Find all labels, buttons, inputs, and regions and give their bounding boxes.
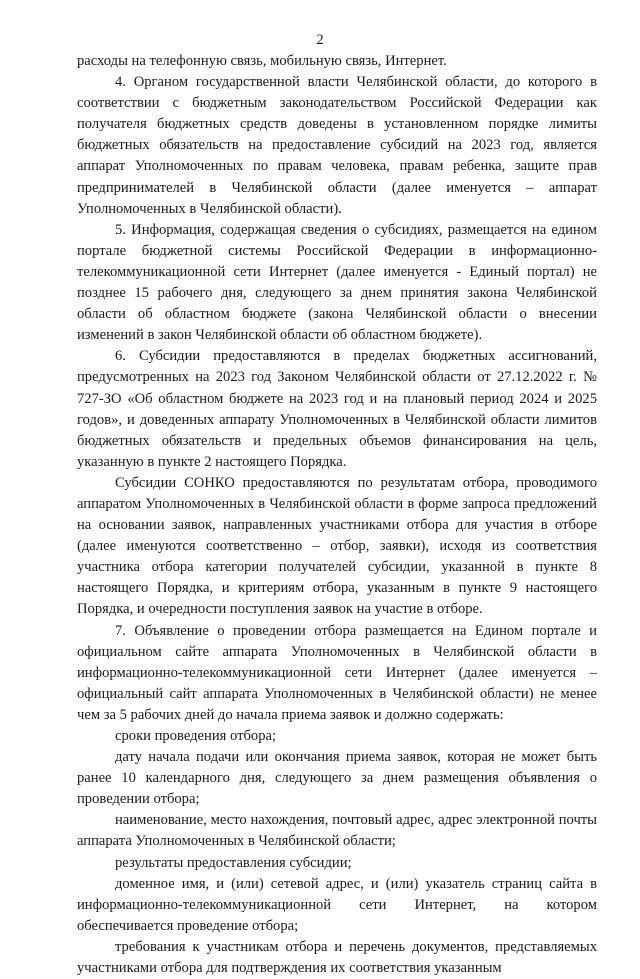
paragraph-participant-requirements: требования к участникам отбора и перечень документов, представляемых участниками отбора для подтверждения их соответствия указанным xyxy=(77,938,597,977)
paragraph-subsidy-results: результаты предоставления субсидии; xyxy=(115,854,352,871)
paragraph-contact-info: наименование, место нахождения, почтовый адрес, адрес электронной почты аппарата Уполномоченных в Челябинской области; xyxy=(77,812,597,850)
paragraph-application-dates: дату начала подачи или окончания приема заявок, которая не может быть ранее 10 календарного дня, следующего за днем размещения объявления о проведении отбора; xyxy=(77,749,597,808)
paragraph-item-7: 7. Объявление о проведении отбора размещается на Едином портале и официальном сайте аппарата Уполномоченных в Челябинской области в информационно-телекоммуникационной сети Интернет (далее именуется – официальный сайт аппарата Уполномоченных в Челябинской области) не менее чем за 5 рабочих дней до начала приема заявок и должно содержать: xyxy=(77,622,597,723)
paragraph-item-6: 6. Субсидии предоставляются в пределах бюджетных ассигнований, предусмотренных на 2023 год Законом Челябинской области от 27.12.2022 г. № 727-ЗО «Об областном бюджете на 2023 год и на плановый период 2024 и 2025 годов», и доведенных аппарату Уполномоченных в Челябинской области лимитов бюджетных обязательств и предельных объемов финансирования на цель, указанную в пункте 2 настоящего Порядка. xyxy=(77,348,597,470)
paragraph-sonko-selection: Субсидии СОНКО предоставляются по результатам отбора, проводимого аппаратом Уполномоченных в Челябинской области в форме запроса предложений на основании заявок, направленных участниками отбора для участия в отборе (далее именуются соответственно – отбор, заявки), исходя из соответствия участника отбора категории получателей субсидии, указанной в пункте 8 настоящего Порядка, и критериям отбора, указанным в пункте 9 настоящего Порядка, и очередности поступления заявок на участие в отборе. xyxy=(77,474,597,618)
paragraph-continuation: расходы на телефонную связь, мобильную связь, Интернет. xyxy=(77,53,447,69)
paragraph-item-4: 4. Органом государственной власти Челябинской области, до которого в соответствии с бюджетным законодательством Российской Федерации как получателя бюджетных средств доведены в установленном порядке лимиты бюджетных обязательств на предоставление субсидий на 2023 год, является аппарат Уполномоченных по правам человека, правам ребенка, защите прав предпринимателей в Челябинской области (далее именуется – аппарат Уполномоченных в Челябинской области). xyxy=(77,74,597,217)
paragraph-domain-name: доменное имя, и (или) сетевой адрес, и (или) указатель страниц сайта в информационно-телекоммуникационной сети Интернет, на котором обеспечивается проведение отбора; xyxy=(77,875,597,934)
page-number: 2 xyxy=(316,32,324,48)
paragraph-item-5: 5. Информация, содержащая сведения о субсидиях, размещается на едином портале бюджетной системы Российской Федерации в информационно-телекоммуникационной сети Интернет (далее именуется - Единый портал) не позднее 15 рабочего дня, следующего за днем принятия закона Челябинской области об областном бюджете (закона Челябинской области о внесении изменений в закон Челябинской области об областном бюджете). xyxy=(77,221,597,344)
paragraph-selection-terms: сроки проведения отбора; xyxy=(115,728,277,744)
document-body xyxy=(77,51,597,979)
